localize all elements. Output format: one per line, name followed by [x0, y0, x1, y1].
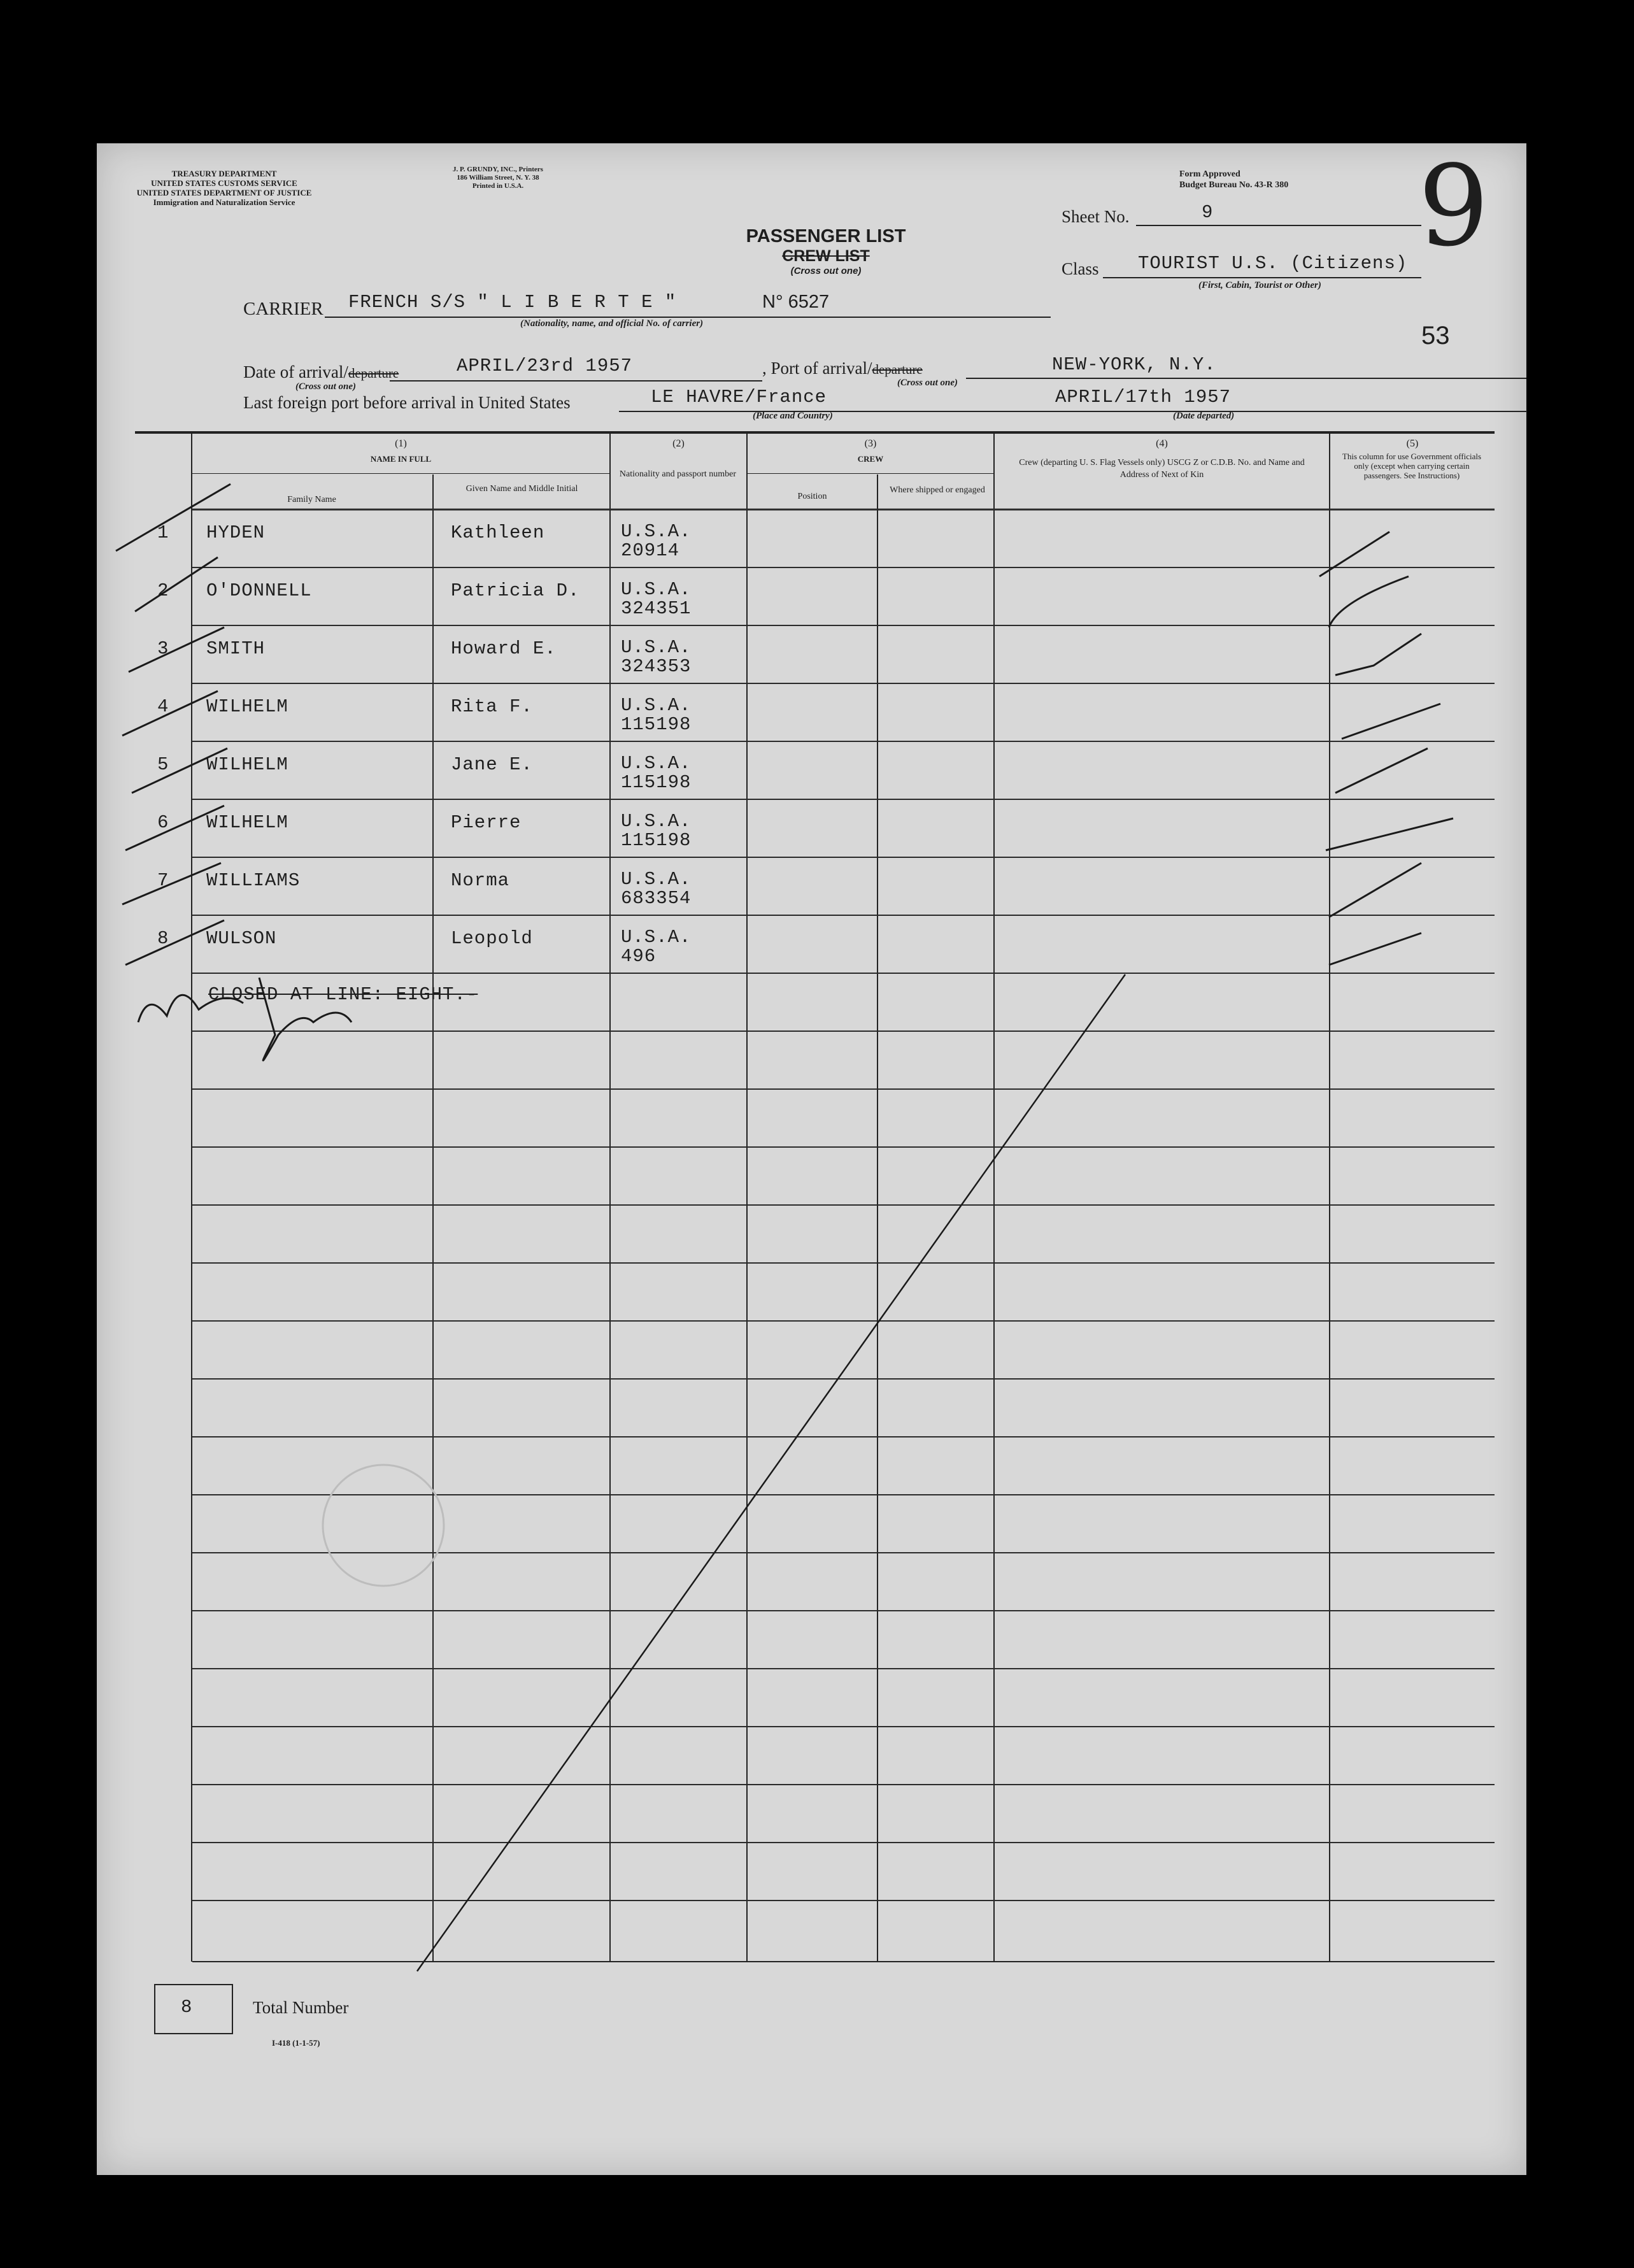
family-name: HYDEN — [206, 522, 266, 543]
passport-number: 115198 — [621, 714, 692, 735]
passport-number: 496 — [621, 946, 657, 967]
given-name: Patricia D. — [451, 580, 580, 601]
class-label: Class — [1062, 259, 1099, 278]
given-name: Jane E. — [451, 754, 533, 775]
passport-number: 324351 — [621, 598, 692, 619]
row-number: 4 — [157, 696, 169, 717]
col3-position: Position — [797, 492, 827, 501]
agency-line: TREASURY DEPARTMENT — [171, 169, 277, 178]
agency-line: UNITED STATES DEPARTMENT OF JUSTICE — [136, 188, 312, 197]
form-approved-line: Form Approved — [1179, 169, 1240, 179]
big-sheet-number: 9 — [1418, 142, 1489, 271]
family-name: WULSON — [206, 928, 277, 949]
col4-num: (4) — [1156, 438, 1168, 449]
port-struck: departure — [872, 362, 923, 377]
col5-title: This column for use Government officials only (except when carrying certain passengers. See Instructions) — [1342, 452, 1482, 480]
carrier-note: (Nationality, name, and official No. of carrier) — [520, 318, 704, 329]
total-value: 8 — [181, 1997, 193, 2018]
faint-stamp-mark — [323, 1465, 444, 1586]
family-name: WILLIAMS — [206, 870, 301, 891]
form-approved-line: Budget Bureau No. 43-R 380 — [1179, 180, 1289, 190]
given-name: Norma — [451, 870, 510, 891]
row-number: 8 — [157, 928, 169, 949]
row-number: 6 — [157, 812, 169, 833]
date-note: (Cross out one) — [295, 382, 357, 392]
nationality: U.S.A. — [621, 695, 692, 716]
row-number: 2 — [157, 580, 169, 601]
col5-num: (5) — [1406, 438, 1419, 449]
date-label-text: Date of arrival/ — [243, 362, 348, 382]
col1-family: Family Name — [287, 495, 336, 504]
nationality: U.S.A. — [621, 753, 692, 774]
left-check-marks — [116, 484, 231, 965]
given-name: Rita F. — [451, 696, 533, 717]
printer-line: Printed in U.S.A. — [472, 182, 524, 190]
side-number: 53 — [1421, 322, 1450, 350]
arrival-date-value: APRIL/23rd 1957 — [457, 355, 633, 376]
nationality: U.S.A. — [621, 637, 692, 658]
handwritten-signature — [138, 978, 352, 1060]
port-value: NEW-YORK, N.Y. — [1052, 354, 1216, 375]
given-name: Leopold — [451, 928, 533, 949]
total-label: Total Number — [253, 1998, 349, 2017]
family-name: WILHELM — [206, 696, 288, 717]
last-port-note: (Place and Country) — [753, 411, 833, 421]
row-number: 5 — [157, 754, 169, 775]
passport-number: 20914 — [621, 540, 680, 561]
last-port-label: Last foreign port before arrival in United States — [243, 393, 571, 412]
given-name: Howard E. — [451, 638, 557, 659]
sheet-drawings — [97, 143, 1526, 2175]
agency-line: UNITED STATES CUSTOMS SERVICE — [151, 178, 297, 188]
date-struck: departure — [348, 366, 399, 381]
passport-number: 324353 — [621, 656, 692, 677]
cross-out-note: (Cross out one) — [790, 266, 862, 276]
last-port-value: LE HAVRE/France — [651, 387, 827, 408]
given-name: Kathleen — [451, 522, 545, 543]
family-name: WILHELM — [206, 754, 288, 775]
passport-number: 115198 — [621, 830, 692, 851]
family-name: O'DONNELL — [206, 580, 312, 601]
sheet-no-value: 9 — [1202, 202, 1214, 223]
passport-number: 683354 — [621, 888, 692, 909]
departed-date-value: APRIL/17th 1957 — [1055, 387, 1232, 408]
right-check-marks — [1319, 532, 1453, 965]
agency-line: Immigration and Naturalization Service — [153, 197, 295, 207]
row-number: 3 — [157, 638, 169, 659]
page-title: PASSENGER LIST — [746, 226, 906, 246]
col1-title: NAME IN FULL — [370, 454, 432, 464]
col3-where: Where shipped or engaged — [890, 485, 985, 495]
form-id: I-418 (1-1-57) — [272, 2038, 320, 2048]
printer-line: J. P. GRUNDY, INC., Printers — [453, 166, 543, 173]
carrier-number: N° 6527 — [762, 292, 830, 312]
nationality: U.S.A. — [621, 811, 692, 832]
closed-note: CLOSED AT LINE: EIGHT.- — [208, 984, 478, 1005]
cancel-diagonal-line — [417, 974, 1125, 1971]
col1-num: (1) — [395, 438, 407, 449]
nationality: U.S.A. — [621, 521, 692, 542]
port-note: (Cross out one) — [897, 378, 958, 388]
passenger-list-sheet — [97, 143, 1526, 2175]
class-note: (First, Cabin, Tourist or Other) — [1198, 280, 1321, 290]
carrier-value: FRENCH S/S " L I B E R T E " — [348, 292, 677, 313]
row-number: 1 — [157, 522, 169, 543]
crew-list-struck: CREW LIST — [782, 247, 870, 265]
port-label-text: , Port of arrival/ — [762, 359, 872, 378]
family-name: WILHELM — [206, 812, 288, 833]
nationality: U.S.A. — [621, 579, 692, 600]
col3-num: (3) — [864, 438, 877, 449]
carrier-label: CARRIER — [243, 299, 323, 319]
nationality: U.S.A. — [621, 869, 692, 890]
family-name: SMITH — [206, 638, 266, 659]
nationality: U.S.A. — [621, 927, 692, 948]
row-number: 7 — [157, 870, 169, 891]
printer-line: 186 William Street, N. Y. 38 — [457, 174, 539, 182]
passport-number: 115198 — [621, 772, 692, 793]
col2-num: (2) — [672, 438, 685, 449]
col4-title: Crew (departing U. S. Flag Vessels only) USCG Z or C.D.B. No. and Name and Address of Next of Kin — [1019, 458, 1305, 480]
col3-title: CREW — [857, 454, 884, 464]
total-box — [154, 1984, 233, 2034]
col1-given: Given Name and Middle Initial — [465, 484, 578, 494]
given-name: Pierre — [451, 812, 522, 833]
class-value: TOURIST U.S. (Citizens) — [1138, 253, 1408, 274]
departed-date-note: (Date departed) — [1173, 411, 1235, 421]
col2-title: Nationality and passport number — [619, 469, 737, 479]
sheet-no-label: Sheet No. — [1062, 207, 1130, 226]
row-rules — [192, 510, 1495, 1901]
